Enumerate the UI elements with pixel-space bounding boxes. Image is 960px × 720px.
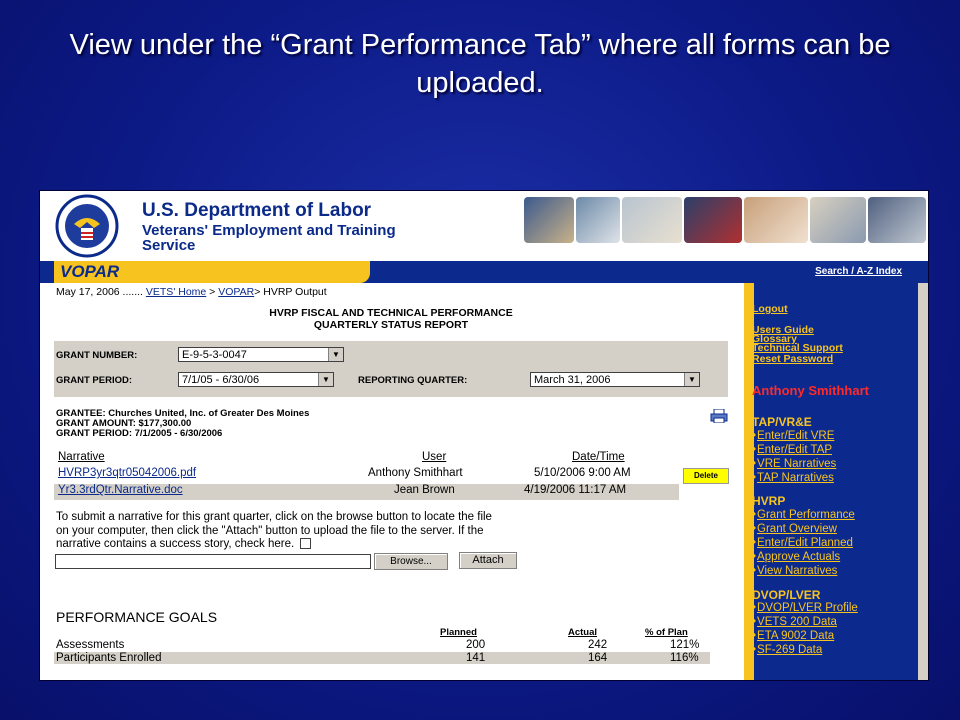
grant-number-select[interactable]: E-9-5-3-0047 ▼	[178, 347, 344, 362]
reporting-quarter-label: REPORTING QUARTER:	[358, 375, 468, 386]
upload-instructions: To submit a narrative for this grant quarter, click on the browse button to locate the file on your computer, then click the "Attach" button to upload the file to the server. If the narrative contains a success story, check here.	[56, 511, 492, 550]
printer-icon[interactable]	[710, 409, 728, 423]
dvop-lver-heading: DVOP/LVER	[752, 588, 821, 602]
glossary-link[interactable]: Glossary	[752, 333, 797, 345]
user-name: Anthony Smithhart	[752, 383, 869, 398]
agency-subtitle: Veterans' Employment and Training Service	[142, 222, 396, 254]
header-photo-strip	[524, 197, 928, 243]
table-row: Yr3.3rdQtr.Narrative.doc Jean Brown 4/19/2006 11:17 AM	[54, 484, 679, 500]
delete-button[interactable]: Delete	[683, 468, 729, 484]
sidebar-item-enter-edit-tap[interactable]: • Enter/Edit TAP	[752, 444, 832, 456]
chevron-down-icon: ▼	[684, 373, 699, 386]
grant-number-label: GRANT NUMBER:	[56, 350, 138, 361]
sidebar-item-tap-narratives[interactable]: • TAP Narratives	[752, 472, 834, 484]
sidebar-item-enter-edit-planned[interactable]: • Enter/Edit Planned	[752, 537, 853, 549]
photo-6	[810, 197, 866, 243]
narrative-file-link[interactable]: Yr3.3rdQtr.Narrative.doc	[58, 484, 183, 496]
sidebar-item-dvop-lver-profile[interactable]: • DVOP/LVER Profile	[752, 602, 858, 614]
sidebar-item-sf-269-data[interactable]: • SF-269 Data	[752, 644, 822, 656]
grant-period-select[interactable]: 7/1/05 - 6/30/06 ▼	[178, 372, 334, 387]
narrative-file-link[interactable]: HVRP3yr3qtr05042006.pdf	[58, 467, 197, 479]
table-row: Assessments 200 242 121%	[56, 639, 700, 651]
scrollbar[interactable]	[918, 283, 928, 680]
col-datetime: Date/Time	[572, 451, 625, 463]
vopar-tab: VOPAR	[54, 261, 370, 283]
chevron-down-icon: ▼	[328, 348, 343, 361]
table-row: HVRP3yr3qtr05042006.pdf Anthony Smithhart 5/10/2006 9:00 AM Delete	[54, 467, 734, 483]
photo-7	[868, 197, 926, 243]
photo-2	[576, 197, 620, 243]
col-actual: Actual	[568, 627, 598, 638]
grant-period-label: GRANT PERIOD:	[56, 375, 132, 386]
hvrp-heading: HVRP	[752, 494, 786, 508]
sidebar-item-vets-200-data[interactable]: • VETS 200 Data	[752, 616, 837, 628]
chevron-down-icon: ▼	[318, 373, 333, 386]
file-path-input[interactable]	[55, 554, 371, 569]
slide-title: View under the “Grant Performance Tab” where all forms can be uploaded.	[69, 29, 891, 99]
performance-goals-title: PERFORMANCE GOALS	[56, 609, 218, 625]
sidebar-item-approve-actuals[interactable]: • Approve Actuals	[752, 551, 840, 563]
dol-seal-icon	[54, 194, 120, 258]
attach-button[interactable]: Attach	[459, 552, 517, 569]
reporting-quarter-select[interactable]: March 31, 2006 ▼	[530, 372, 700, 387]
logout-link[interactable]: Logout	[752, 303, 788, 315]
search-az-link[interactable]: Search / A-Z Index	[815, 266, 902, 277]
report-title: HVRP FISCAL AND TECHNICAL PERFORMANCE QUARTERLY STATUS REPORT	[269, 307, 513, 331]
grantee-info: GRANTEE: Churches United, Inc. of Greater Des Moines GRANT AMOUNT: $177,300.00 GRANT PERIOD: 7/1/2005 - 6/30/2006	[56, 408, 310, 439]
photo-1	[524, 197, 574, 243]
sidebar-item-enter-edit-vre[interactable]: • Enter/Edit VRE	[752, 430, 834, 442]
photo-3	[622, 197, 682, 243]
sidebar-item-vre-narratives[interactable]: • VRE Narratives	[752, 458, 836, 470]
technical-support-link[interactable]: Technical Support	[752, 342, 843, 354]
breadcrumb-vets-home[interactable]: VETS' Home	[145, 286, 207, 298]
filter-panel	[54, 341, 728, 397]
success-story-checkbox[interactable]	[300, 538, 311, 549]
breadcrumb-vopar[interactable]: VOPAR	[218, 286, 255, 298]
browser-screenshot	[40, 191, 928, 680]
photo-5	[744, 197, 808, 243]
table-row: Participants Enrolled 141 164 116%	[54, 652, 710, 664]
col-planned: Planned	[440, 627, 477, 638]
sidebar-item-eta-9002-data[interactable]: • ETA 9002 Data	[752, 630, 834, 642]
tap-vre-heading: TAP/VR&E	[752, 415, 812, 429]
agency-name: U.S. Department of Labor	[142, 200, 372, 221]
col-user: User	[422, 451, 447, 463]
browse-button[interactable]: Browse...	[374, 553, 448, 570]
sidebar-item-view-narratives[interactable]: • View Narratives	[752, 565, 837, 577]
sidebar-item-grant-overview[interactable]: • Grant Overview	[752, 523, 837, 535]
breadcrumb: May 17, 2006 ....... VETS' Home > VOPAR> HVRP Output	[56, 286, 327, 298]
sidebar-item-grant-performance[interactable]: • Grant Performance	[752, 509, 855, 521]
main-content	[54, 283, 744, 680]
col-pct-plan: % of Plan	[645, 627, 688, 638]
col-narrative: Narrative	[58, 451, 105, 463]
reset-password-link[interactable]: Reset Password	[752, 353, 834, 365]
site-header	[40, 191, 928, 261]
users-guide-link[interactable]: Users Guide	[752, 324, 814, 336]
photo-4	[684, 197, 742, 243]
